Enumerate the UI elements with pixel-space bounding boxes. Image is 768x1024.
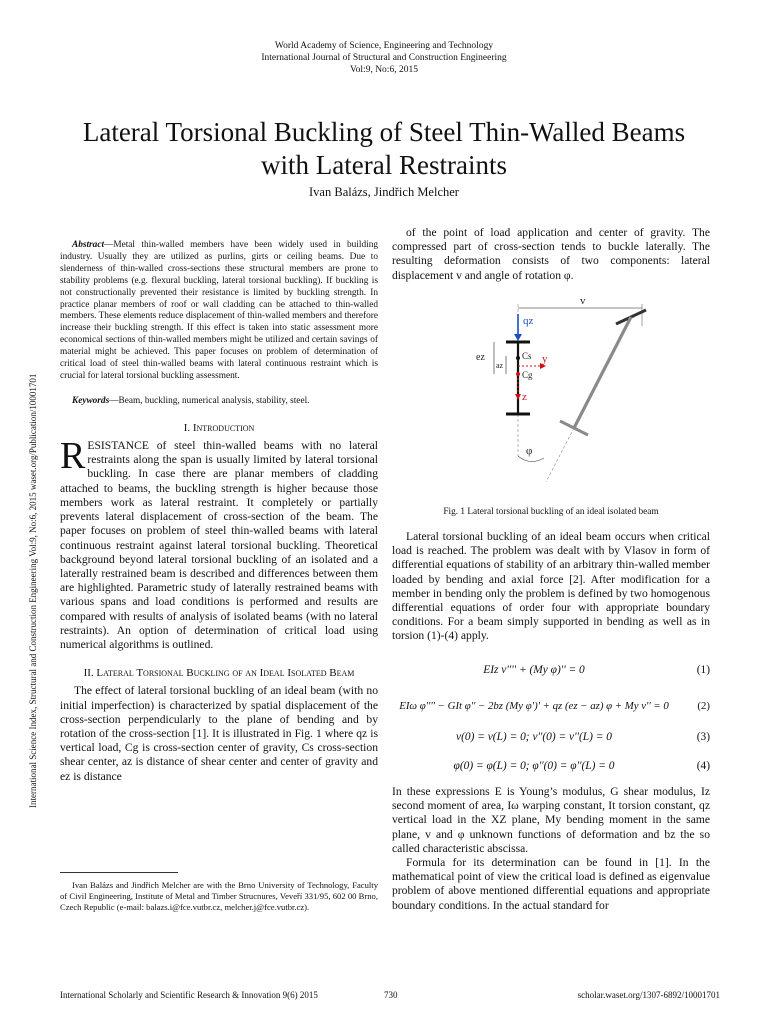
- z-arrowhead: [515, 394, 521, 400]
- side-index-note: International Science Index, Structural and Construction Engineering Vol:9, No:6, 2015 waset.org/Publication/10001701: [28, 373, 38, 808]
- right-paragraph-3: Formula for its determination can be found in [1]. In the mathematical point of view the critical load is defined as eigenvalue problem of above mentioned differential equations and appropriate boundary conditions. In the actual standard for: [392, 856, 710, 912]
- equation-4-number: (4): [696, 760, 710, 772]
- equation-2-text: EIω φ'''' − GIt φ'' − 2bz (My φ')' + qz (ez − az) φ + My v'' = 0: [399, 700, 669, 712]
- section-1-body: [60, 435, 378, 652]
- right-continued-text: of the point of load application and center of gravity. The compressed part of cross-section tends to buckle laterally. The resulting deformation consists of two components: lateral displacement v and angle of rotation φ.: [392, 226, 710, 282]
- left-column: [60, 240, 378, 784]
- footnote-divider: [60, 872, 178, 873]
- equation-1-text: EIz v'''' + (My φ)'' = 0: [483, 664, 585, 676]
- keywords-text: —Beam, buckling, numerical analysis, stability, steel.: [109, 395, 310, 406]
- y-label: y: [542, 353, 548, 365]
- paper-title: Lateral Torsional Buckling of Steel Thin-Walled Beams with Lateral Restraints: [82, 117, 686, 180]
- ez-label: ez: [476, 352, 485, 363]
- phi-label: φ: [526, 445, 533, 457]
- figure-1-caption: Fig. 1 Lateral torsional buckling of an ideal isolated beam: [443, 507, 659, 517]
- equation-2-number: (2): [697, 700, 710, 712]
- page-footer: [60, 990, 720, 1000]
- abstract: [60, 240, 378, 383]
- journal-header: [0, 40, 768, 76]
- figure-1-diagram: [470, 296, 650, 492]
- equation-3-text: v(0) = v(L) = 0; v''(0) = v''(L) = 0: [456, 731, 612, 743]
- cg-label: Cg: [522, 370, 533, 380]
- shear-center-point: [516, 356, 520, 360]
- right-paragraph-1-container: [392, 530, 710, 644]
- equation-4-text: φ(0) = φ(L) = 0; φ''(0) = φ''(L) = 0: [453, 760, 615, 772]
- section-1-heading: I. Introduction: [183, 421, 255, 434]
- drop-cap: R: [60, 435, 86, 478]
- right-paragraph-2-container: [392, 785, 710, 913]
- qz-label: qz: [523, 315, 534, 327]
- right-paragraph-1: Lateral torsional buckling of an ideal beam occurs when critical load is reached. The problem was dealt with by Vlasov in form of differential equations of stability of an arbitrary thin-walled member loaded by bending and axial force [2]. After modification for a member in bending only the problem is defined by two homogenous differential equations of order four with appropriate boundary conditions. For a beam simply supported in bending as well as in torsion (1)-(4) apply.: [392, 530, 710, 643]
- paper-authors: Ivan Balázs, Jindřich Melcher: [309, 185, 459, 199]
- header-line-3: Vol:9, No:6, 2015: [350, 65, 418, 75]
- rotated-axis-line: [546, 428, 574, 482]
- v-label: v: [580, 296, 586, 307]
- load-arrowhead: [514, 334, 522, 341]
- abstract-label: Abstract: [72, 240, 105, 250]
- author-footnote: Ivan Balázs and Jindřich Melcher are with the Brno University of Technology, Faculty of Civil Engineering, Institute of Metal and Timber Strucnures, Veveří 331/95, 602 00 Brno, Czech Republic (e-mail: balazs.i@fce.vutbr.cz, melcher.j@fce.vutbr.cz).: [60, 880, 378, 912]
- header-line-1: World Academy of Science, Engineering and Technology: [274, 41, 494, 51]
- section-2-text: The effect of lateral torsional buckling of an ideal beam (with no initial imperfection) is characterized by spatial displacement of the cross-section perpendicularly to the plane of bending and by rotation of the cross-section [1]. It is illustrated in Fig. 1 where qz is vertical load, Cg is cross-section center of gravity, Cs cross-section shear center, az is distance of shear center and center of gravity and ez is distance: [60, 684, 378, 783]
- abstract-text: —Metal thin-walled members have been widely used in building industry. Usually they are utilized as purlins, girts or ceiling beams. Due to slenderness of thin-walled cross-sections these structural members are prone to stability problems (e.g. flexural buckling, lateral torsional buckling). If buckling is not constructionally prevented their resistance is limited by buckling strength. In practice planar members of roof or wall cladding can be attached to thin-walled members. These elements reduce displacement of thin-walled members and therefore increase their buckling strength. If this effect is taken into static assessment more economical sections of thin-walled members might be utilized and certain savings of material might be achieved. This paper focuses on problem of determination of critical load of steel thin-walled beams with lateral continuous restraint which is crucial for lateral torsional buckling assessment.: [60, 240, 378, 381]
- right-paragraph-2: In these expressions E is Young’s modulus, G shear modulus, Iz second moment of area, Iω warping constant, It torsion constant, qz vertical load in the XZ plane, My bending moment in the same plane, v and φ unknown functions of deformation and bz the so called characteristic abscissa.: [392, 785, 710, 855]
- cs-label: Cs: [522, 351, 532, 361]
- keywords-label: Keywords: [72, 395, 110, 406]
- rotated-web: [574, 317, 631, 428]
- right-column-top: [392, 226, 710, 283]
- page-number: 730: [384, 990, 398, 1000]
- az-label: az: [496, 361, 504, 370]
- header-line-2: International Journal of Structural and Construction Engineering: [261, 53, 507, 63]
- equation-1-number: (1): [696, 664, 710, 676]
- footer-left: International Scholarly and Scientific Research & Innovation 9(6) 2015: [60, 990, 318, 1000]
- section-2-heading: II. Lateral Torsional Buckling of an Ideal Isolated Beam: [83, 667, 355, 680]
- equation-3-number: (3): [696, 731, 710, 743]
- keywords: [60, 395, 378, 407]
- section-1-text: ESISTANCE of steel thin-walled beams with no lateral restraints along the span is usually limited by lateral torsional buckling. In case there are planar members of cladding attached to beams, the buckling strength is higher because those members work as lateral restraint. It completely or partially prevents lateral displacement of cross-section of the beam. The paper focuses on problem of steel thin-walled beams with lateral continuous restraint against lateral torsional buckling. Theoretical background beyond lateral torsional buckling of an isolated and a laterally restrained beam is described and differences between them are highlighted. Parametric study of laterally restrained beams with various spans and load conditions is performed and results are compared with results of analysis of isolated beams (with no lateral restraints). An option of determination of critical load using numerical algorithms is outlined.: [60, 439, 378, 651]
- z-label: z: [522, 391, 527, 403]
- footer-right: scholar.waset.org/1307-6892/10001701: [577, 990, 720, 1000]
